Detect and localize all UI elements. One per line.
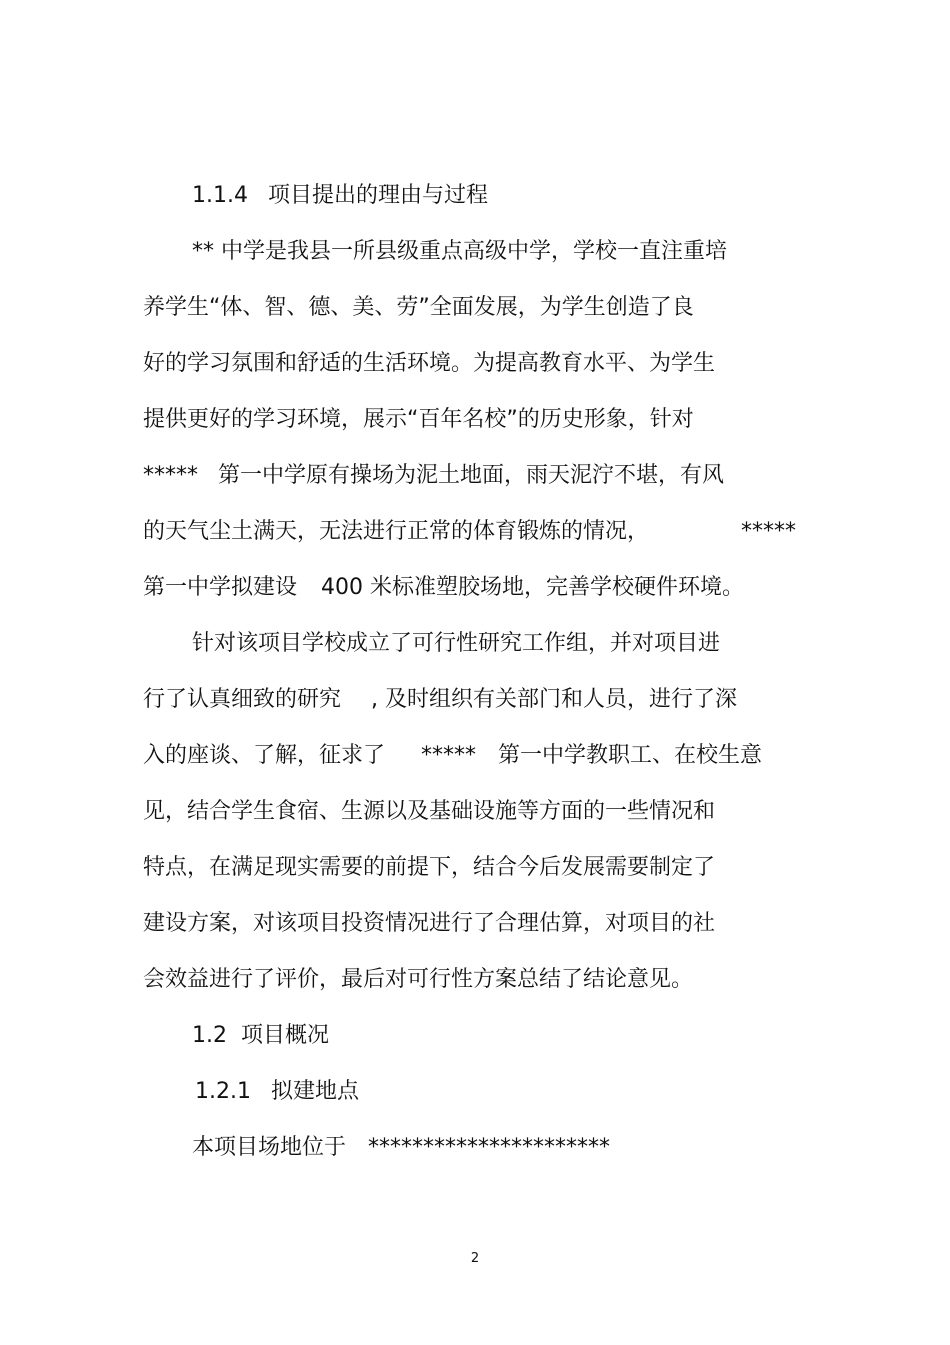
paragraph-text: 第一中学原有操场为泥土地面，雨天泥泞不堪，有风	[218, 463, 725, 488]
page-number: 2	[470, 1251, 480, 1266]
paragraph-text: 的天气尘土满天，无法进行正常的体育锻炼的情况，	[143, 519, 650, 544]
paragraph-line	[143, 461, 724, 491]
paragraph-line: 养学生“体、智、德、美、劳”全面发展，为学生创造了良	[143, 295, 694, 320]
section-title: 拟建地点	[270, 1079, 359, 1104]
paragraph-line: 针对该项目学校成立了可行性研究工作组，并对项目进	[192, 631, 721, 656]
section-number: 1.1.4	[192, 183, 248, 208]
redacted-text: *****	[421, 743, 477, 768]
paragraph-line: 好的学习氛围和舒适的生活环境。为提高教育水平、为学生	[143, 351, 716, 376]
paragraph-line	[143, 741, 762, 771]
section-number: 1.2	[192, 1023, 227, 1048]
section-number: 1.2.1	[195, 1079, 251, 1104]
paragraph-text: 400 米标准塑胶场地，完善学校硬件环境。	[321, 575, 745, 600]
paragraph-line	[143, 573, 744, 603]
section-title: 项目概况	[241, 1023, 330, 1048]
section-heading-1-2	[192, 1021, 329, 1051]
paragraph-text: 第一中学教职工、在校生意	[498, 743, 763, 768]
paragraph-line: 提供更好的学习环境，展示“百年名校”的历史形象，针对	[143, 407, 694, 432]
paragraph-text: 入的座谈、了解，征求了	[143, 743, 386, 768]
section-heading-1-2-1	[195, 1077, 359, 1107]
paragraph-line: ** 中学是我县一所县级重点高级中学，学校一直注重培	[192, 239, 727, 264]
paragraph-text: , 及时组织有关部门和人员，进行了深	[371, 687, 738, 712]
paragraph-line: 会效益进行了评价，最后对可行性方案总结了结论意见。	[143, 967, 694, 992]
paragraph-line	[143, 517, 649, 547]
paragraph-text: 第一中学拟建设	[143, 575, 298, 600]
paragraph-line: 建设方案，对该项目投资情况进行了合理估算，对项目的社	[143, 911, 716, 936]
paragraph-line	[143, 685, 737, 715]
paragraph-line: 见，结合学生食宿、生源以及基础设施等方面的一些情况和	[143, 799, 716, 824]
section-heading-1-1-4	[192, 181, 488, 211]
redacted-text: *****	[741, 519, 796, 544]
paragraph-line: 特点，在满足现实需要的前提下，结合今后发展需要制定了	[143, 855, 716, 880]
paragraph-line	[192, 1133, 610, 1163]
redacted-text: *****	[143, 463, 198, 488]
redacted-text: **********************	[368, 1135, 611, 1160]
paragraph-text: 行了认真细致的研究	[143, 687, 342, 712]
paragraph-text: 本项目场地位于	[192, 1135, 347, 1160]
section-title: 项目提出的理由与过程	[267, 183, 488, 208]
